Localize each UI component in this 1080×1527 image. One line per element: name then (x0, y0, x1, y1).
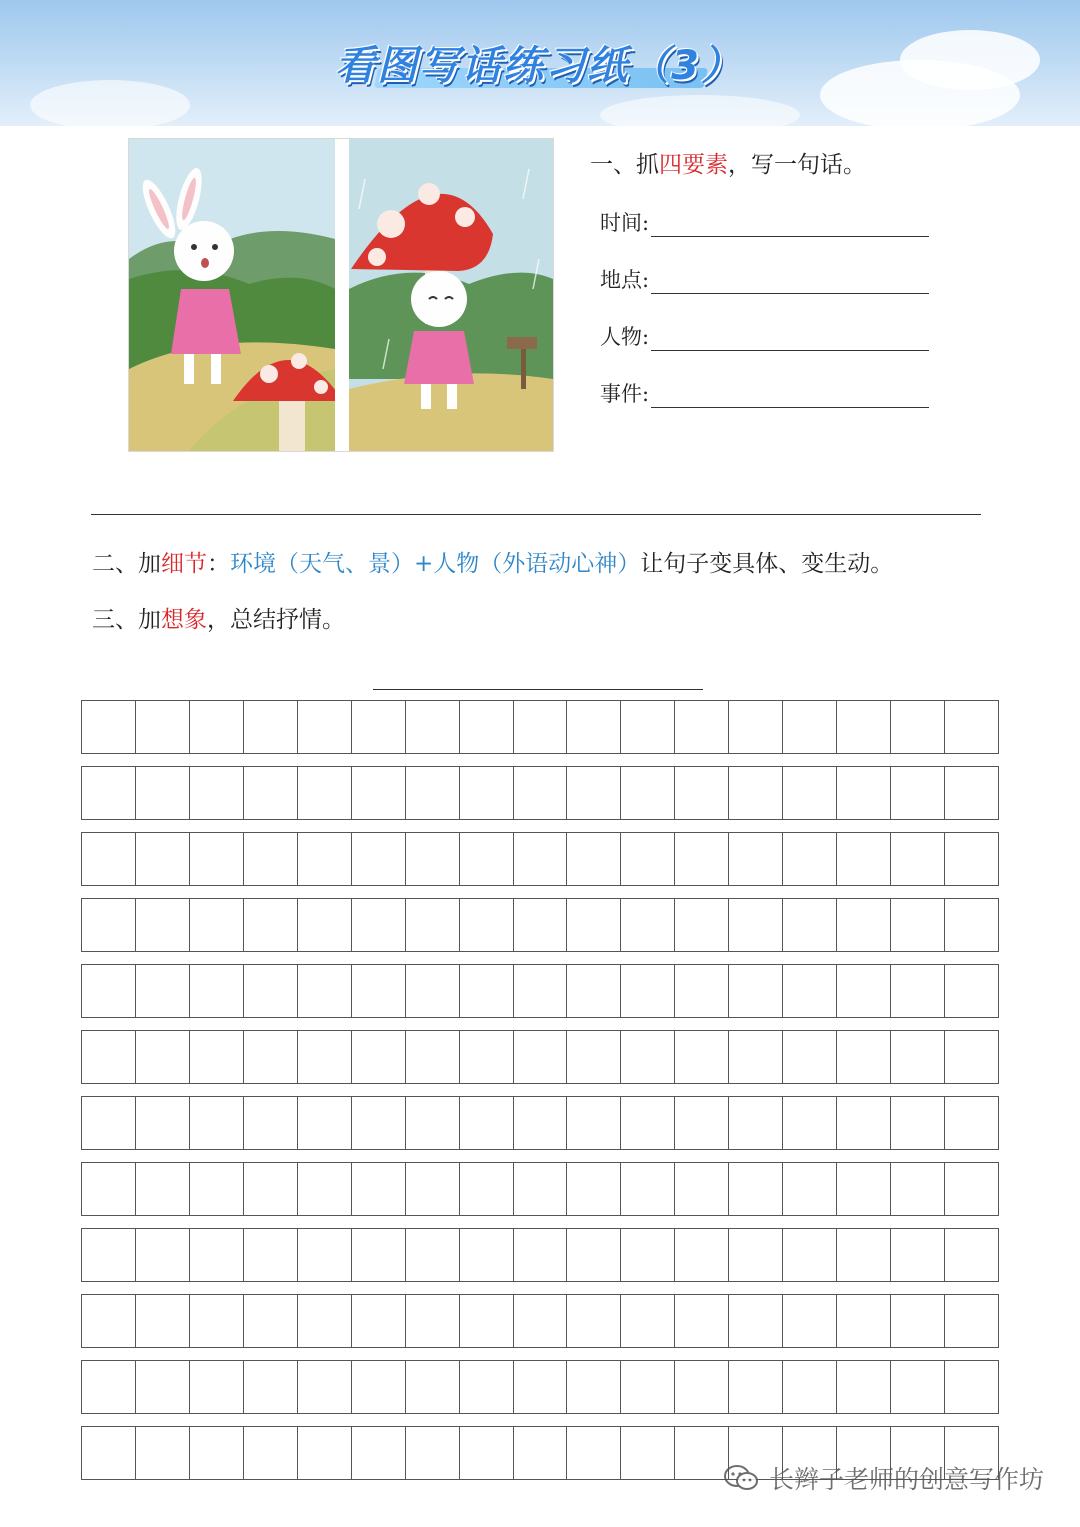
grid-cell[interactable] (298, 701, 352, 753)
grid-cell[interactable] (729, 767, 783, 819)
grid-cell[interactable] (891, 1163, 945, 1215)
grid-cell[interactable] (352, 1427, 406, 1479)
grid-cell[interactable] (82, 1163, 136, 1215)
grid-cell[interactable] (675, 1229, 729, 1281)
grid-cell[interactable] (837, 1163, 891, 1215)
place-label: 地点: (600, 268, 650, 292)
grid-cell[interactable] (190, 965, 244, 1017)
grid-cell[interactable] (729, 1031, 783, 1083)
grid-cell[interactable] (352, 1229, 406, 1281)
grid-cell[interactable] (406, 1229, 460, 1281)
grid-cell[interactable] (675, 1163, 729, 1215)
grid-cell[interactable] (136, 701, 190, 753)
cloud-decoration (30, 80, 190, 126)
grid-cell[interactable] (891, 1229, 945, 1281)
grid-cell[interactable] (945, 1163, 998, 1215)
place-field[interactable] (600, 264, 929, 294)
grid-cell[interactable] (675, 1427, 729, 1479)
grid-cell[interactable] (675, 1295, 729, 1347)
grid-cell[interactable] (352, 701, 406, 753)
section-three (92, 601, 345, 634)
grid-cell[interactable] (460, 1097, 514, 1149)
grid-row (81, 1096, 999, 1150)
grid-cell[interactable] (514, 1295, 568, 1347)
grid-cell[interactable] (514, 1097, 568, 1149)
grid-cell[interactable] (891, 833, 945, 885)
watermark-text: 长辫子老师的创意写作坊 (768, 1465, 1044, 1494)
grid-row (81, 964, 999, 1018)
grid-cell[interactable] (783, 833, 837, 885)
grid-cell[interactable] (244, 1163, 298, 1215)
character-blank-line[interactable] (651, 330, 929, 351)
grid-cell[interactable] (945, 1295, 998, 1347)
section-one-prefix: 一、抓 (590, 152, 659, 178)
grid-cell[interactable] (567, 767, 621, 819)
time-label: 时间: (600, 211, 650, 235)
grid-row (81, 832, 999, 886)
grid-cell[interactable] (729, 1361, 783, 1413)
grid-cell[interactable] (621, 1229, 675, 1281)
grid-cell[interactable] (729, 1163, 783, 1215)
section-two-highlight: 细节 (161, 551, 207, 577)
grid-cell[interactable] (567, 899, 621, 951)
grid-cell[interactable] (298, 899, 352, 951)
grid-cell[interactable] (82, 1361, 136, 1413)
grid-row (81, 1360, 999, 1414)
grid-cell[interactable] (837, 1031, 891, 1083)
grid-cell[interactable] (729, 899, 783, 951)
grid-cell[interactable] (945, 701, 998, 753)
grid-cell[interactable] (621, 899, 675, 951)
section-two-detail: 环境（天气、景）+人物（外语动心神） (230, 551, 641, 577)
grid-cell[interactable] (460, 1295, 514, 1347)
grid-cell[interactable] (514, 1427, 568, 1479)
page-title-wrap (318, 30, 760, 94)
grid-cell[interactable] (190, 1229, 244, 1281)
grid-cell[interactable] (298, 1295, 352, 1347)
grid-cell[interactable] (891, 1097, 945, 1149)
section-three-suffix: ，总结抒情。 (207, 607, 345, 633)
grid-cell[interactable] (621, 1295, 675, 1347)
grid-cell[interactable] (298, 1031, 352, 1083)
grid-cell[interactable] (783, 1097, 837, 1149)
grid-cell[interactable] (406, 1295, 460, 1347)
grid-cell[interactable] (514, 701, 568, 753)
grid-cell[interactable] (406, 1427, 460, 1479)
grid-cell[interactable] (406, 767, 460, 819)
grid-cell[interactable] (352, 1097, 406, 1149)
grid-cell[interactable] (82, 1427, 136, 1479)
grid-cell[interactable] (244, 833, 298, 885)
grid-cell[interactable] (729, 833, 783, 885)
grid-cell[interactable] (460, 965, 514, 1017)
cloud-decoration (600, 95, 800, 126)
grid-cell[interactable] (837, 899, 891, 951)
grid-cell[interactable] (406, 1097, 460, 1149)
grid-cell[interactable] (783, 1361, 837, 1413)
composition-title-line[interactable] (373, 689, 703, 690)
grid-cell[interactable] (82, 899, 136, 951)
grid-cell[interactable] (783, 965, 837, 1017)
grid-cell[interactable] (675, 965, 729, 1017)
grid-cell[interactable] (352, 1361, 406, 1413)
grid-cell[interactable] (82, 965, 136, 1017)
section-one-highlight: 四要素 (659, 152, 728, 178)
character-label: 人物: (600, 325, 650, 349)
grid-cell[interactable] (514, 965, 568, 1017)
grid-cell[interactable] (298, 965, 352, 1017)
grid-cell[interactable] (621, 1361, 675, 1413)
grid-cell[interactable] (298, 1229, 352, 1281)
grid-cell[interactable] (244, 1097, 298, 1149)
section-two-colon: ： (207, 551, 230, 577)
grid-cell[interactable] (891, 1295, 945, 1347)
grid-row (81, 1030, 999, 1084)
grid-cell[interactable] (136, 1427, 190, 1479)
grid-cell[interactable] (837, 767, 891, 819)
grid-cell[interactable] (837, 1229, 891, 1281)
event-label: 事件: (600, 382, 650, 406)
grid-cell[interactable] (406, 965, 460, 1017)
grid-cell[interactable] (298, 1163, 352, 1215)
grid-cell[interactable] (891, 767, 945, 819)
grid-row (81, 1228, 999, 1282)
grid-cell[interactable] (514, 1163, 568, 1215)
grid-cell[interactable] (945, 899, 998, 951)
wechat-icon (723, 1464, 759, 1492)
grid-cell[interactable] (567, 1163, 621, 1215)
grid-cell[interactable] (460, 1229, 514, 1281)
grid-cell[interactable] (136, 965, 190, 1017)
grid-cell[interactable] (190, 767, 244, 819)
story-illustration (128, 138, 554, 452)
grid-cell[interactable] (675, 1031, 729, 1083)
grid-cell[interactable] (567, 1295, 621, 1347)
grid-cell[interactable] (837, 965, 891, 1017)
grid-cell[interactable] (298, 1097, 352, 1149)
time-field[interactable] (600, 207, 929, 237)
grid-cell[interactable] (675, 1361, 729, 1413)
grid-cell[interactable] (460, 1361, 514, 1413)
grid-cell[interactable] (406, 1163, 460, 1215)
grid-cell[interactable] (460, 1163, 514, 1215)
grid-cell[interactable] (244, 1427, 298, 1479)
grid-cell[interactable] (675, 767, 729, 819)
grid-cell[interactable] (352, 965, 406, 1017)
grid-row (81, 1294, 999, 1348)
grid-cell[interactable] (82, 1229, 136, 1281)
grid-cell[interactable] (352, 1031, 406, 1083)
grid-cell[interactable] (675, 1097, 729, 1149)
grid-cell[interactable] (190, 899, 244, 951)
grid-cell[interactable] (729, 701, 783, 753)
grid-cell[interactable] (136, 1229, 190, 1281)
grid-cell[interactable] (567, 1229, 621, 1281)
grid-cell[interactable] (783, 1163, 837, 1215)
grid-cell[interactable] (136, 899, 190, 951)
grid-cell[interactable] (783, 701, 837, 753)
grid-cell[interactable] (945, 1097, 998, 1149)
section-two-prefix: 二、加 (92, 551, 161, 577)
grid-cell[interactable] (567, 1427, 621, 1479)
grid-cell[interactable] (514, 833, 568, 885)
grid-cell[interactable] (136, 1163, 190, 1215)
grid-cell[interactable] (190, 1427, 244, 1479)
illustration-svg (129, 139, 553, 451)
grid-cell[interactable] (675, 833, 729, 885)
character-field[interactable] (600, 321, 929, 351)
event-field[interactable] (600, 378, 929, 408)
grid-cell[interactable] (567, 1031, 621, 1083)
grid-cell[interactable] (244, 767, 298, 819)
place-blank-line[interactable] (651, 273, 929, 294)
section-divider (91, 514, 981, 515)
grid-cell[interactable] (460, 899, 514, 951)
grid-cell[interactable] (729, 965, 783, 1017)
grid-cell[interactable] (460, 833, 514, 885)
section-one-title (590, 146, 866, 179)
grid-cell[interactable] (621, 1097, 675, 1149)
grid-cell[interactable] (891, 1031, 945, 1083)
page-title: 看图写话练习纸（3） (335, 42, 743, 89)
grid-cell[interactable] (244, 1295, 298, 1347)
grid-cell[interactable] (945, 1031, 998, 1083)
grid-cell[interactable] (190, 1163, 244, 1215)
grid-cell[interactable] (621, 833, 675, 885)
watermark (723, 1460, 1044, 1496)
grid-cell[interactable] (190, 1295, 244, 1347)
grid-cell[interactable] (352, 899, 406, 951)
grid-cell[interactable] (514, 767, 568, 819)
grid-cell[interactable] (837, 701, 891, 753)
section-three-highlight: 想象 (161, 607, 207, 633)
grid-cell[interactable] (244, 899, 298, 951)
grid-cell[interactable] (567, 1097, 621, 1149)
grid-cell[interactable] (621, 767, 675, 819)
grid-cell[interactable] (298, 1427, 352, 1479)
grid-cell[interactable] (567, 1361, 621, 1413)
event-blank-line[interactable] (651, 387, 929, 408)
grid-cell[interactable] (621, 701, 675, 753)
grid-cell[interactable] (136, 1295, 190, 1347)
grid-cell[interactable] (621, 1031, 675, 1083)
grid-cell[interactable] (82, 767, 136, 819)
grid-cell[interactable] (891, 1361, 945, 1413)
grid-cell[interactable] (460, 767, 514, 819)
section-two (92, 545, 893, 578)
grid-cell[interactable] (729, 1097, 783, 1149)
header-banner (0, 0, 1080, 126)
grid-cell[interactable] (945, 1229, 998, 1281)
grid-cell[interactable] (244, 1031, 298, 1083)
grid-row (81, 766, 999, 820)
grid-cell[interactable] (729, 1295, 783, 1347)
section-one-suffix: ，写一句话。 (728, 152, 866, 178)
grid-cell[interactable] (298, 1361, 352, 1413)
grid-cell[interactable] (136, 767, 190, 819)
grid-cell[interactable] (783, 1295, 837, 1347)
section-two-suffix: 让句子变具体、变生动。 (640, 551, 894, 577)
time-blank-line[interactable] (651, 216, 929, 237)
grid-cell[interactable] (244, 1361, 298, 1413)
grid-cell[interactable] (406, 1361, 460, 1413)
grid-cell[interactable] (567, 833, 621, 885)
grid-cell[interactable] (891, 965, 945, 1017)
grid-cell[interactable] (406, 701, 460, 753)
panel-left (129, 139, 343, 451)
grid-cell[interactable] (460, 1427, 514, 1479)
grid-cell[interactable] (406, 1031, 460, 1083)
grid-cell[interactable] (621, 1163, 675, 1215)
grid-cell[interactable] (945, 965, 998, 1017)
grid-cell[interactable] (82, 833, 136, 885)
grid-cell[interactable] (729, 1229, 783, 1281)
grid-cell[interactable] (460, 701, 514, 753)
grid-cell[interactable] (136, 1361, 190, 1413)
grid-row (81, 700, 999, 754)
grid-cell[interactable] (514, 1361, 568, 1413)
grid-cell[interactable] (675, 701, 729, 753)
grid-cell[interactable] (190, 1361, 244, 1413)
grid-cell[interactable] (837, 833, 891, 885)
grid-row (81, 898, 999, 952)
grid-cell[interactable] (136, 1031, 190, 1083)
grid-cell[interactable] (82, 1295, 136, 1347)
grid-cell[interactable] (783, 1229, 837, 1281)
grid-cell[interactable] (82, 1031, 136, 1083)
grid-cell[interactable] (837, 1097, 891, 1149)
grid-cell[interactable] (190, 1097, 244, 1149)
grid-cell[interactable] (621, 1427, 675, 1479)
grid-cell[interactable] (621, 965, 675, 1017)
grid-cell[interactable] (82, 701, 136, 753)
section-three-prefix: 三、加 (92, 607, 161, 633)
cloud-decoration (900, 30, 1040, 90)
grid-cell[interactable] (136, 1097, 190, 1149)
grid-cell[interactable] (514, 1229, 568, 1281)
grid-cell[interactable] (945, 833, 998, 885)
grid-cell[interactable] (244, 701, 298, 753)
writing-grid (81, 700, 999, 1492)
grid-cell[interactable] (352, 833, 406, 885)
grid-cell[interactable] (136, 833, 190, 885)
grid-cell[interactable] (891, 899, 945, 951)
grid-cell[interactable] (298, 767, 352, 819)
grid-cell[interactable] (945, 767, 998, 819)
grid-cell[interactable] (352, 1163, 406, 1215)
grid-cell[interactable] (460, 1031, 514, 1083)
grid-cell[interactable] (675, 899, 729, 951)
grid-cell[interactable] (190, 1031, 244, 1083)
grid-cell[interactable] (783, 899, 837, 951)
grid-cell[interactable] (837, 1361, 891, 1413)
grid-cell[interactable] (298, 833, 352, 885)
grid-cell[interactable] (352, 1295, 406, 1347)
grid-cell[interactable] (567, 965, 621, 1017)
grid-cell[interactable] (783, 1031, 837, 1083)
grid-cell[interactable] (406, 833, 460, 885)
grid-cell[interactable] (945, 1361, 998, 1413)
grid-cell[interactable] (244, 1229, 298, 1281)
grid-cell[interactable] (514, 1031, 568, 1083)
grid-cell[interactable] (82, 1097, 136, 1149)
grid-cell[interactable] (783, 767, 837, 819)
grid-row (81, 1162, 999, 1216)
grid-cell[interactable] (406, 899, 460, 951)
grid-cell[interactable] (190, 701, 244, 753)
grid-cell[interactable] (567, 701, 621, 753)
grid-cell[interactable] (514, 899, 568, 951)
grid-cell[interactable] (244, 965, 298, 1017)
grid-cell[interactable] (190, 833, 244, 885)
grid-cell[interactable] (891, 701, 945, 753)
grid-cell[interactable] (837, 1295, 891, 1347)
grid-cell[interactable] (352, 767, 406, 819)
panel-right (349, 139, 553, 451)
